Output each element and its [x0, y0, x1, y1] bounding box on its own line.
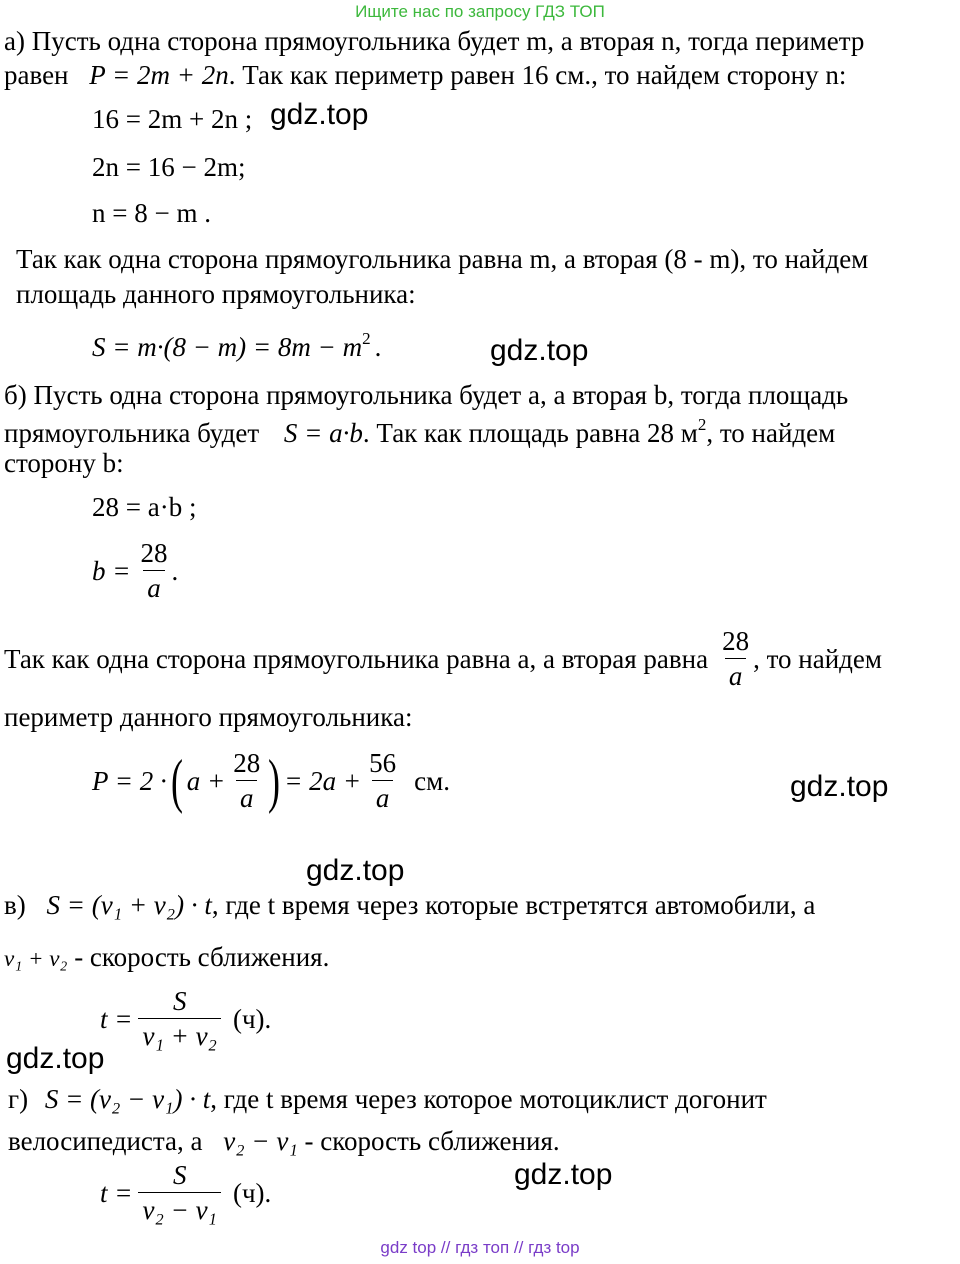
part-g-line2-prefix: велосипедиста, а: [8, 1126, 203, 1156]
fraction-denominator: v₂ − v₁: [138, 1192, 220, 1224]
part-a-text2: площадь данного прямоугольника:: [16, 279, 416, 309]
part-a-eq1: 16 = 2m + 2n ;: [92, 104, 253, 134]
p-left: P = 2 ·: [92, 765, 167, 796]
watermark-1: gdz.top: [270, 98, 369, 131]
p-mid: = 2a +: [284, 765, 362, 796]
fraction-denominator: a: [236, 780, 258, 812]
part-a-line2-prefix: равен: [4, 60, 69, 90]
part-a-line2: [4, 62, 846, 89]
left-paren: (: [170, 748, 183, 814]
part-g-t-formula: [100, 1162, 271, 1224]
part-b-line3: сторону b:: [4, 448, 124, 478]
part-a-text1: Так как одна сторона прямоугольника равна m, а вторая (8 - m), то найдем: [16, 244, 869, 274]
part-g-line2: [8, 1128, 560, 1155]
part-b-eq2: [92, 540, 178, 602]
part-b-eq2-end: .: [171, 555, 179, 586]
fraction-s-diff: [138, 1162, 220, 1224]
part-b-text1: [4, 628, 882, 690]
part-v-formula: S = (v₁ + v₂) · t: [46, 890, 212, 920]
part-b-eq1: 28 = a·b ;: [92, 492, 197, 522]
t-unit: (ч).: [232, 1177, 272, 1208]
part-g-line2-formula: v₂ − v₁: [223, 1126, 298, 1156]
part-g-formula: S = (v₂ − v₁) · t: [44, 1084, 211, 1114]
part-b-line2-prefix: прямоугольника будет: [4, 418, 260, 448]
perimeter-formula-b: [92, 750, 450, 812]
footer-links[interactable]: gdz top // гдз топ // гдз top: [380, 1238, 580, 1257]
t-unit: (ч).: [232, 1003, 272, 1034]
part-b-eq2-left: b =: [92, 555, 131, 586]
fraction-56-a: [365, 750, 400, 812]
part-a-eq2: 2n = 16 − 2m;: [92, 152, 246, 182]
part-g-label: г): [8, 1084, 29, 1114]
fraction-denominator: a: [725, 658, 747, 690]
part-b-text2: периметр данного прямоугольника:: [4, 702, 413, 732]
fraction-numerator: 56: [369, 748, 397, 778]
fraction-28-a: [136, 540, 171, 602]
part-v-line2-formula: v₁ + v₂: [4, 946, 68, 971]
watermark-4: gdz.top: [306, 854, 405, 887]
area-formula-exp: 2: [362, 329, 371, 348]
t-left: t =: [100, 1003, 133, 1034]
part-g-text: , где t время через которое мотоциклист догонит: [210, 1084, 767, 1114]
fraction-denominator: a: [143, 570, 165, 602]
part-v-label: в): [4, 890, 26, 920]
watermark-2: gdz.top: [490, 334, 589, 367]
part-v-text: , где t время через которые встретятся автомобили, а: [211, 890, 816, 920]
fraction-s-sum: [138, 988, 220, 1050]
watermark-6: gdz.top: [514, 1158, 613, 1191]
part-v-t-formula: [100, 988, 271, 1050]
part-a-line1: а) Пусть одна сторона прямоугольника будет m, а вторая n, тогда периметр: [4, 26, 865, 56]
part-b-text1-end: , то найдем: [753, 643, 882, 674]
fraction-28-a-inline: [718, 628, 753, 690]
watermark-5: gdz.top: [6, 1042, 105, 1075]
fraction-numerator: S: [172, 1160, 187, 1190]
right-paren: ): [268, 748, 281, 814]
fraction-denominator: v₁ + v₂: [138, 1018, 220, 1050]
part-g-line1: [8, 1086, 767, 1113]
p-a: a +: [186, 765, 226, 796]
part-b-line1: б) Пусть одна сторона прямоугольника будет a, а вторая b, тогда площадь: [4, 380, 849, 410]
p-unit: см.: [414, 765, 450, 796]
watermark-3: gdz.top: [790, 770, 889, 803]
area-formula: [92, 330, 381, 361]
part-b-line2: [4, 416, 835, 447]
part-b-line2-suffix: , то найдем: [706, 418, 836, 448]
part-a-eq3: n = 8 − m .: [92, 198, 211, 228]
fraction-numerator: 28: [233, 748, 261, 778]
perimeter-formula: P = 2m + 2n: [89, 60, 229, 90]
area-formula-end: .: [374, 332, 382, 362]
area-formula-b: S = a·b: [283, 418, 363, 448]
part-g-line2-text: - скорость сближения.: [297, 1126, 560, 1156]
part-v-line2: [4, 944, 329, 971]
part-v-line2-text: - скорость сближения.: [67, 942, 330, 972]
fraction-numerator: S: [172, 986, 187, 1016]
part-a-line2-suffix: . Так как периметр равен 16 см., то найдем сторону n:: [228, 60, 847, 90]
top-banner[interactable]: Ищите нас по запросу ГДЗ ТОП: [355, 2, 605, 21]
part-b-line2-mid: . Так как площадь равна 28 м: [362, 418, 698, 448]
fraction-numerator: 28: [722, 626, 750, 656]
part-v-line1: [4, 892, 815, 919]
area-formula-main: S = m·(8 − m) = 8m − m: [92, 332, 363, 362]
fraction-28-a-paren: [229, 750, 264, 812]
part-b-line2-exp: 2: [697, 415, 707, 434]
fraction-numerator: 28: [140, 538, 168, 568]
part-b-text1-main: Так как одна сторона прямоугольника равна a, а вторая равна: [4, 643, 709, 674]
fraction-denominator: a: [372, 780, 394, 812]
t-left: t =: [100, 1177, 133, 1208]
